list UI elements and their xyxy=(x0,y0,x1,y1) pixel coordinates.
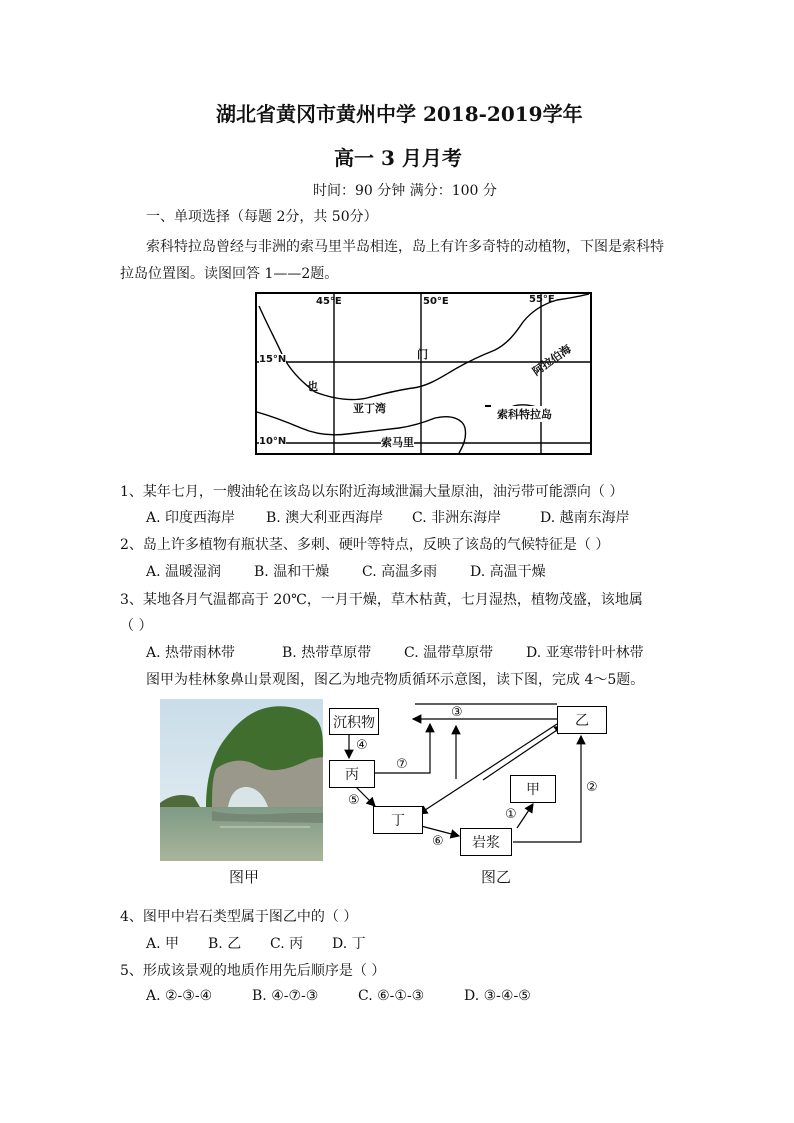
caption-figure-a: 图甲 xyxy=(229,868,260,886)
lat-label-10: 10°N xyxy=(259,436,287,447)
question-1-stem: 1、某年七月，一艘油轮在该岛以东附近海域泄漏大量原油，油污带可能漂向（ ） xyxy=(120,484,624,500)
label-arrow-6: ⑥ xyxy=(432,834,444,849)
label-arrow-2: ② xyxy=(586,780,598,795)
question-3-stem: 3、某地各月气温都高于 20℃，一月干燥，草木枯黄，七月湿热，植物茂盛，该地属 xyxy=(120,592,643,608)
node-sediment: 沉积物 xyxy=(329,708,379,735)
question-2-options xyxy=(146,561,546,581)
label-arrow-4: ④ xyxy=(356,738,368,753)
node-bing: 丙 xyxy=(329,760,375,788)
somali-coast xyxy=(257,412,466,453)
node-yi: 乙 xyxy=(557,706,607,734)
caption-figure-b: 图乙 xyxy=(481,868,512,886)
place-socotra: 索科特拉岛 xyxy=(497,408,552,421)
arrow-1 xyxy=(517,804,533,828)
question-1-options xyxy=(146,507,630,527)
q4-option-b[interactable]: B. 乙 xyxy=(208,936,242,952)
lon-label-45: 45°E xyxy=(316,296,342,307)
q4-option-a[interactable]: A. 甲 xyxy=(146,936,180,952)
q2-option-d[interactable]: D. 高温干燥 xyxy=(470,564,546,580)
section-title: 一、单项选择（每题 2分，共 50分） xyxy=(146,209,378,225)
q3-option-d[interactable]: D. 亚寒带针叶林带 xyxy=(526,645,644,661)
lon-label-50: 50°E xyxy=(423,296,449,307)
q1-option-c[interactable]: C. 非洲东海岸 xyxy=(412,510,502,526)
q2-option-a[interactable]: A. 温暖湿润 xyxy=(146,564,222,580)
q1-option-d[interactable]: D. 越南东海岸 xyxy=(540,510,630,526)
label-arrow-3: ③ xyxy=(451,705,463,720)
q4-option-d[interactable]: D. 丁 xyxy=(332,936,366,952)
q5-option-d[interactable]: D. ③-④-⑤ xyxy=(464,988,531,1004)
lon-label-55: 55°E xyxy=(529,294,555,305)
label-arrow-1: ① xyxy=(505,807,517,822)
intro-1-line-2: 拉岛位置图。读图回答 1——2题。 xyxy=(120,266,339,282)
question-3-options xyxy=(146,642,644,662)
q3-option-a[interactable]: A. 热带雨林带 xyxy=(146,645,236,661)
q1-option-a[interactable]: A. 印度西海岸 xyxy=(146,510,236,526)
question-5-options xyxy=(146,988,531,1004)
intro-2: 图甲为桂林象鼻山景观图，图乙为地壳物质循环示意图，读下图，完成 4～5题。 xyxy=(146,672,645,688)
place-gulf: 亚丁湾 xyxy=(353,402,386,415)
q4-option-c[interactable]: C. 丙 xyxy=(270,936,304,952)
location-map xyxy=(255,292,592,455)
question-2-stem: 2、岛上许多植物有瓶状茎、多刺、硬叶等特点，反映了该岛的气候特征是（ ） xyxy=(120,537,610,553)
q5-option-c[interactable]: C. ⑥-①-③ xyxy=(358,988,425,1004)
question-3-stem-2: （ ） xyxy=(120,618,153,634)
q5-option-b[interactable]: B. ④-⑦-③ xyxy=(252,988,319,1004)
place-ye: 也 xyxy=(307,380,318,393)
label-arrow-5: ⑤ xyxy=(348,793,360,808)
place-somali: 索马里 xyxy=(381,436,414,449)
question-5-stem: 5、形成该景观的地质作用先后顺序是（ ） xyxy=(120,963,386,979)
label-arrow-7: ⑦ xyxy=(396,757,408,772)
q3-option-b[interactable]: B. 热带草原带 xyxy=(282,645,372,661)
question-4-options xyxy=(146,933,366,953)
node-jia: 甲 xyxy=(510,775,556,803)
place-men: 门 xyxy=(417,348,428,361)
q2-option-b[interactable]: B. 温和干燥 xyxy=(254,564,330,580)
photo-graphic xyxy=(160,699,323,861)
question-4-stem: 4、图甲中岩石类型属于图乙中的（ ） xyxy=(120,909,358,925)
q5-option-a[interactable]: A. ②-③-④ xyxy=(146,988,213,1004)
place-arabian-sea: 阿拉伯海 xyxy=(530,342,574,379)
node-magma: 岩浆 xyxy=(460,828,512,856)
q2-option-c[interactable]: C. 高温多雨 xyxy=(362,564,438,580)
exam-info: 时间：90 分钟 满分：100 分 xyxy=(313,183,497,199)
lat-label-15: 15°N xyxy=(259,354,287,365)
title-line-2: 高一 3 月月考 xyxy=(334,146,462,170)
node-ding: 丁 xyxy=(373,806,423,834)
title-line-1: 湖北省黄冈市黄州中学 2018-2019学年 xyxy=(216,102,583,126)
q1-option-b[interactable]: B. 澳大利亚西海岸 xyxy=(266,510,384,526)
elephant-trunk-hill-photo xyxy=(160,699,323,861)
q3-option-c[interactable]: C. 温带草原带 xyxy=(404,645,494,661)
intro-1-line-1: 索科特拉岛曾经与非洲的索马里半岛相连，岛上有许多奇特的动植物，下图是索科特 xyxy=(146,239,664,255)
